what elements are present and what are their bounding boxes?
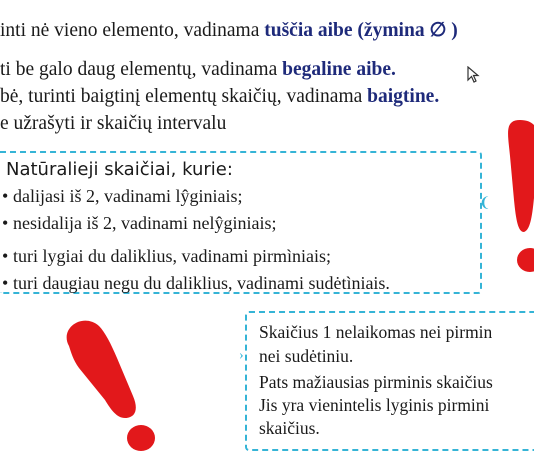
bullet-icon: • bbox=[2, 186, 9, 206]
note-line: skaičius. bbox=[259, 418, 320, 438]
definition-empty-set-text: inti nė vieno elemento, vadinama bbox=[0, 20, 265, 41]
note-line: Pats mažiausias pirminis skaičius bbox=[259, 372, 493, 392]
definition-finite-set bbox=[0, 85, 439, 109]
definition-finite-set-text: bė, turinti baigtinį elementų skaičių, vadinama bbox=[0, 86, 368, 107]
list-item bbox=[2, 212, 276, 234]
term-infinite-set: begaline aibe. bbox=[282, 59, 396, 80]
exclamation-mark-icon bbox=[55, 318, 175, 458]
list-item bbox=[2, 272, 390, 294]
list-item bbox=[2, 185, 242, 207]
note-line: Skaičius 1 nelaikomas nei pirmin bbox=[259, 322, 493, 342]
term-finite-set: baigtine. bbox=[367, 86, 440, 107]
list-item-text: dalijasi iš 2, vadinami lŷginiais; bbox=[13, 186, 243, 206]
list-item-text: nesidalija iš 2, vadinami nelŷginiais; bbox=[13, 213, 277, 233]
natural-numbers-title: Natūralieji skaičiai, kurie: bbox=[6, 159, 233, 180]
definition-infinite-set-text: ti be galo daug elementų, vadinama bbox=[0, 59, 283, 80]
list-item-text: turi lygiai du daliklius, vadinami pirmìniais; bbox=[13, 246, 331, 266]
bullet-icon: • bbox=[2, 246, 9, 266]
definition-infinite-set bbox=[0, 58, 396, 82]
bullet-icon: • bbox=[2, 213, 9, 233]
bullet-icon: • bbox=[2, 273, 9, 293]
note-line: Jis yra vienintelis lyginis pirmini bbox=[259, 395, 490, 415]
note-line: nei sudėtiniu. bbox=[259, 346, 354, 366]
list-item bbox=[2, 245, 331, 267]
definition-empty-set bbox=[0, 19, 458, 43]
box-corner-mark: ❨ bbox=[479, 196, 491, 211]
term-empty-set: tuščia aibe (žymina ∅ ) bbox=[264, 20, 458, 41]
list-item-text: turi daugiau negu du daliklius, vadinami sudėtìniais. bbox=[13, 273, 390, 293]
mouse-cursor-icon bbox=[467, 66, 481, 84]
interval-note: e užrašyti ir skaičių intervalu bbox=[0, 113, 227, 134]
box-corner-mark: › bbox=[239, 348, 244, 363]
exclamation-mark-icon bbox=[500, 118, 534, 278]
